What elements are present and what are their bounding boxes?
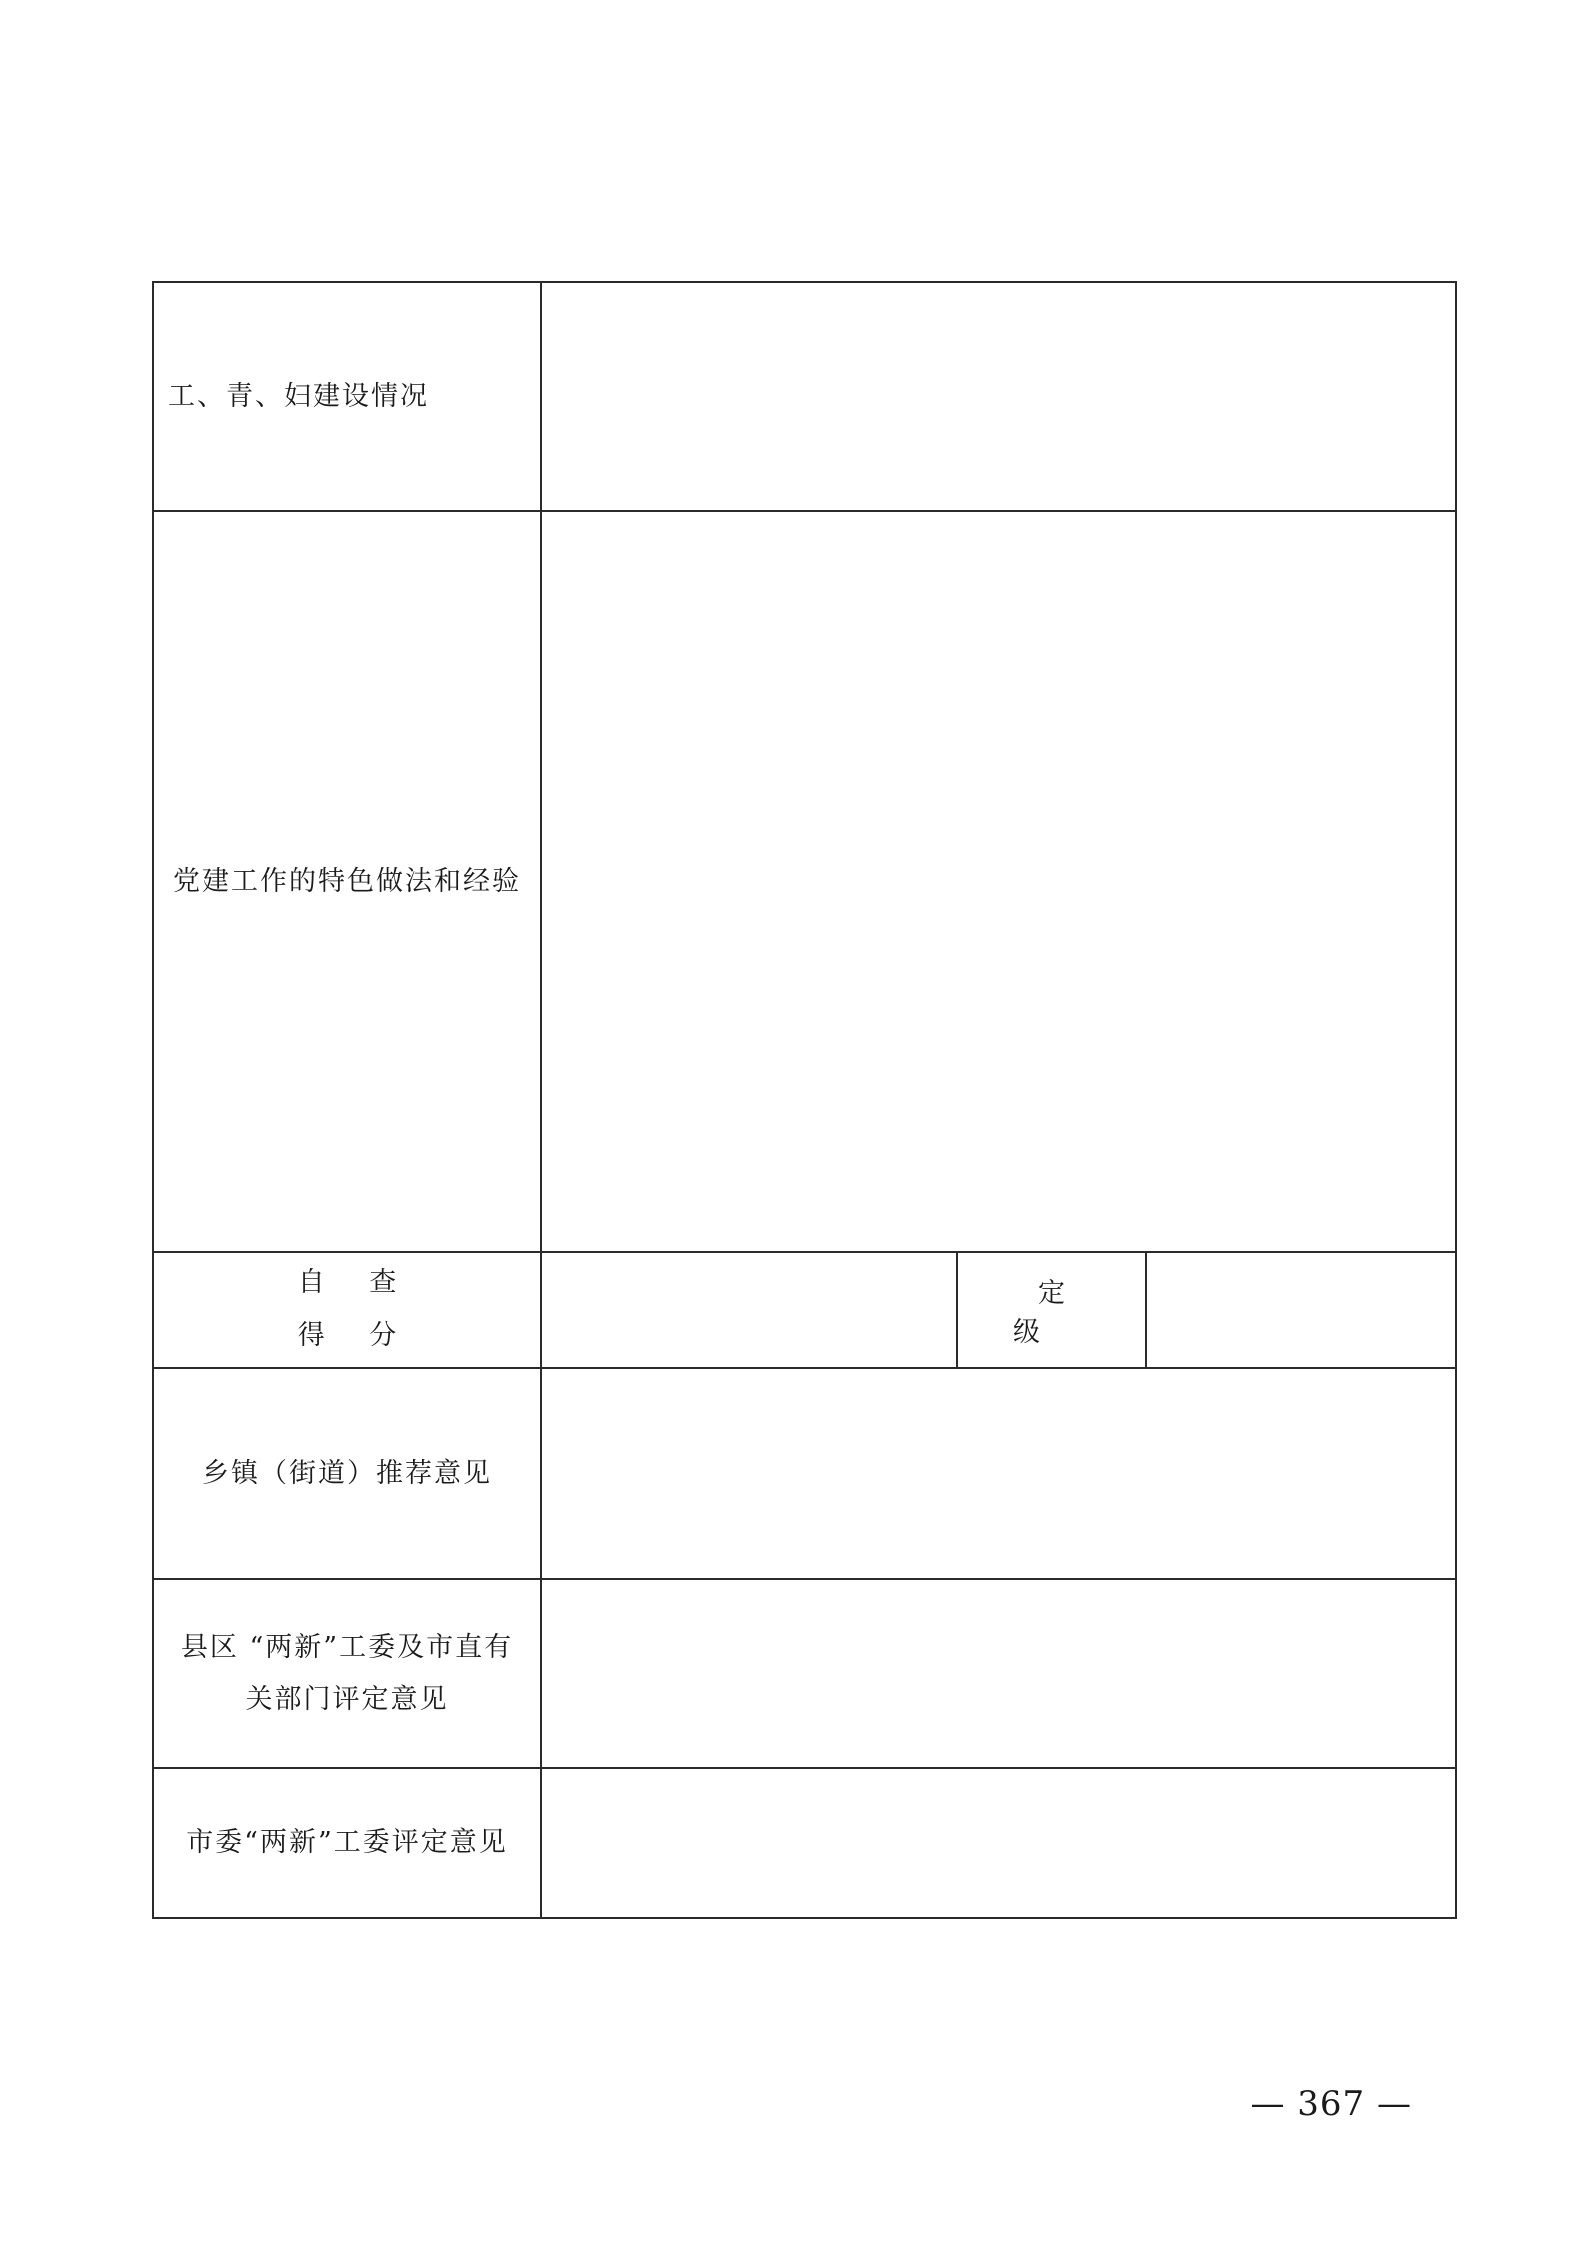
label-party-building-features-text: 党建工作的特色做法和经验 [173, 865, 521, 897]
label-grade [957, 1252, 1146, 1368]
row-municipal-evaluation [153, 1768, 1456, 1918]
field-labor-youth-women[interactable] [541, 282, 1456, 511]
field-county-evaluation[interactable] [541, 1579, 1456, 1768]
row-self-score-grade [153, 1252, 1456, 1368]
label-labor-youth-women [153, 282, 541, 511]
row-township-recommendation [153, 1368, 1456, 1579]
label-county-evaluation [153, 1579, 541, 1768]
label-township-recommendation-text: 乡镇（街道）推荐意见 [202, 1457, 492, 1489]
field-self-score[interactable] [541, 1252, 957, 1368]
label-township-recommendation [153, 1368, 541, 1579]
field-township-recommendation[interactable] [541, 1368, 1456, 1579]
label-party-building-features [153, 511, 541, 1252]
label-county-evaluation-line2: 关部门评定意见 [245, 1683, 449, 1715]
label-municipal-evaluation [153, 1768, 541, 1918]
page-number: — 367 — [1250, 2084, 1412, 2124]
label-self-score [153, 1252, 541, 1368]
label-self-score-line2: 得 分 [297, 1320, 415, 1351]
field-municipal-evaluation[interactable] [541, 1768, 1456, 1918]
row-labor-youth-women [153, 282, 1456, 511]
field-party-building-features[interactable] [541, 511, 1456, 1252]
field-grade[interactable] [1146, 1252, 1456, 1368]
label-county-evaluation-line1: 县区 “两新”工委及市直有 [180, 1632, 514, 1664]
label-self-score-line1: 自 查 [297, 1267, 415, 1299]
label-grade-text: 定 级 [1013, 1278, 1115, 1348]
row-county-evaluation [153, 1579, 1456, 1768]
evaluation-form-table [152, 281, 1457, 1919]
label-labor-youth-women-text: 工、青、妇建设情况 [168, 380, 429, 412]
row-party-building-features [153, 511, 1456, 1252]
label-municipal-evaluation-text: 市委“两新”工委评定意见 [186, 1827, 508, 1859]
